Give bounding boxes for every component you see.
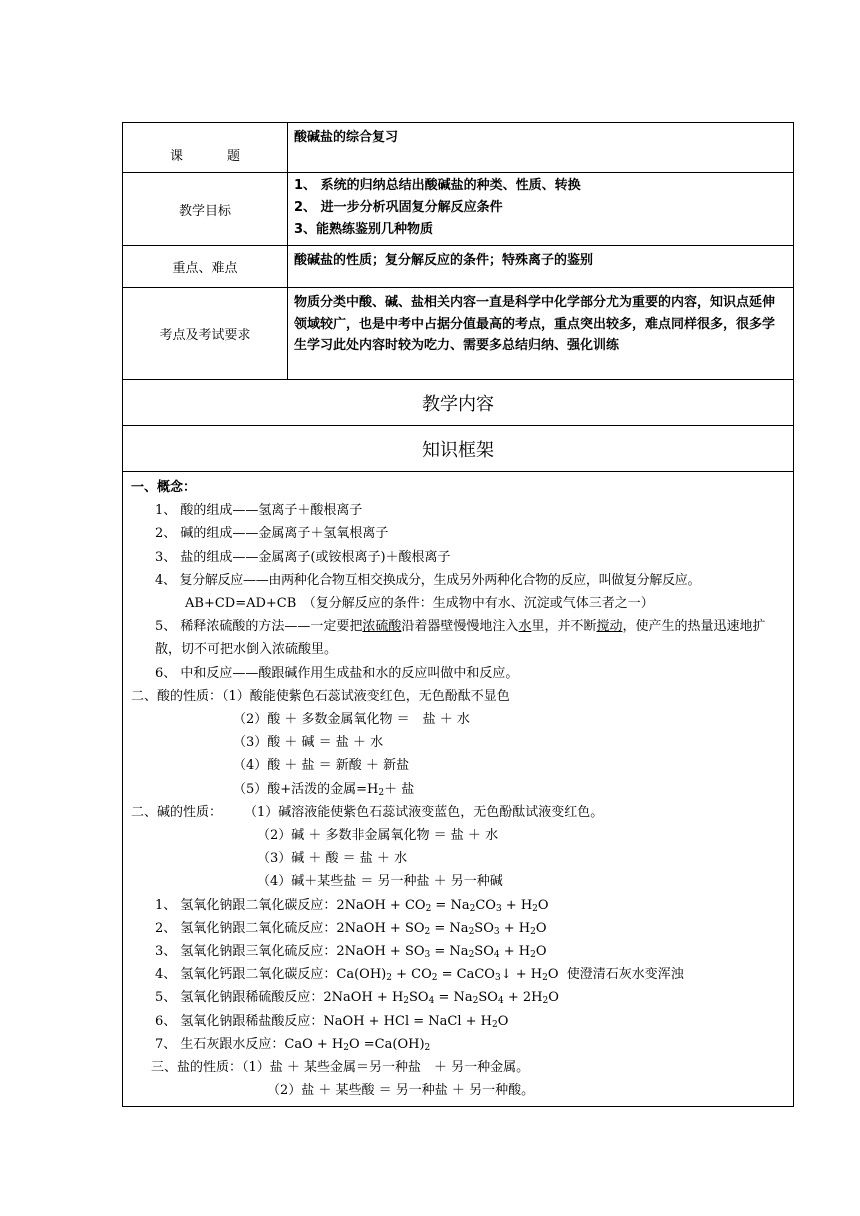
concept-item-formula: AB+CD=AD+CB （复分解反应的条件：生成物中有水、沉淀或气体三者之一） xyxy=(185,596,654,612)
acid-property: （3）酸 ＋ 碱 ＝ 盐 ＋ 水 xyxy=(233,735,384,751)
reaction-equation: 2NaOH + $CO_2 = Na_2CO_3 + H_2O$ xyxy=(336,897,549,914)
reaction-equation: 2NaOH + $H_2SO_4 = Na_2SO_4 + 2H_2O$ xyxy=(323,990,559,1007)
concept-item: 3、 盐的组成——金属离子(或铵根离子)＋酸根离子 xyxy=(155,549,451,565)
acid-properties-title: 二、酸的性质： xyxy=(131,688,223,704)
concept-item: 4、 复分解反应——由两种化合物互相交换成分，生成另外两种化合物的反应，叫做复分解反应。 xyxy=(155,572,701,588)
body-row xyxy=(123,472,794,1107)
key-label: 重点、难点 xyxy=(123,246,288,288)
reaction-equation: NaOH + HCl = NaCl + H xyxy=(323,1013,493,1029)
subject-label-char-2: 题 xyxy=(227,149,241,164)
key-value: 酸碱盐的性质；复分解反应的条件；特殊离子的鉴别 xyxy=(288,246,794,288)
dilution-text: 沿着器壁慢慢地注入 xyxy=(401,619,519,635)
salt-property: （1）盐 ＋ 某些金属＝另一种盐 ＋ 另一种金属。 xyxy=(242,1060,530,1076)
acid-property-text: ＋ 盐 xyxy=(384,781,415,797)
dilution-underline-acid: 浓硫酸 xyxy=(362,619,402,635)
subscript: 2 xyxy=(378,787,385,798)
acid-property: （2）酸 ＋ 多数金属氧化物 ＝ 盐 ＋ 水 xyxy=(233,712,470,728)
knowledge-content xyxy=(123,472,794,1107)
reaction-label: 4、 氢氧化钙跟二氧化碳反应： xyxy=(155,967,337,983)
concept-item: 6、 中和反应——酸跟碱作用生成盐和水的反应叫做中和反应。 xyxy=(155,665,519,681)
concept-item: 1、 酸的组成——氢离子＋酸根离子 xyxy=(155,503,363,519)
teaching-content-header: 教学内容 xyxy=(123,380,794,426)
concepts-title: 一、概念： xyxy=(131,480,197,495)
dilution-underline-water: 水 xyxy=(518,619,532,635)
goal-item: 2、 进一步分析巩固复分解反应条件 xyxy=(294,200,503,215)
reaction-equation: 2NaOH + $SO_2 = Na_2SO_3 + H_2O$ xyxy=(336,920,547,937)
reaction-label: 1、 氢氧化钠跟二氧化碳反应： xyxy=(155,897,337,913)
salt-property: （2）盐 ＋ 某些酸 ＝ 另一种盐 ＋ 另一种酸。 xyxy=(267,1083,535,1099)
base-properties-title: 二、碱的性质： xyxy=(131,804,223,820)
reaction-item xyxy=(131,986,787,1009)
salt-properties-row-1 xyxy=(131,1056,787,1079)
exam-label: 考点及考试要求 xyxy=(123,288,288,380)
subject-label-char-1: 课 xyxy=(169,149,183,164)
base-property: （2）碱 ＋ 多数非金属氧化物 ＝ 盐 ＋ 水 xyxy=(257,828,499,844)
goal-item: 1、 系统的归纳总结出酸碱盐的种类、性质、转换 xyxy=(294,178,581,193)
reaction-label: 2、 氢氧化钠跟二氧化硫反应： xyxy=(155,920,337,936)
reaction-label: 7、 生石灰跟水反应： xyxy=(155,1036,285,1052)
subject-value: 酸碱盐的综合复习 xyxy=(288,123,794,173)
exam-value: 物质分类中酸、碱、盐相关内容一直是科学中化学部分尤为重要的内容，知识点延伸领域较广，也是中考中占据分值最高的考点，重点突出较多，难点同样很多，很多学生学习此处内容时较为吃力、需要多总结归纳、强化训练 xyxy=(288,288,794,380)
salt-properties-title: 三、盐的性质： xyxy=(151,1060,243,1076)
reaction-item: 6、 氢氧化钠跟稀盐酸反应：NaOH + HCl = NaCl + $H_2O$ xyxy=(155,1013,509,1030)
goals-row xyxy=(123,173,794,246)
acid-properties-row-1 xyxy=(131,685,787,708)
key-row xyxy=(123,246,794,288)
dilution-text: ，使产生的热量迅速地扩散，切不可把水倒入浓硫酸里。 xyxy=(155,619,766,658)
acid-property: （1）酸能使紫色石蕊试液变红色，无色酚酞不显色 xyxy=(222,688,510,704)
concept-item: 2、 碱的组成——金属离子＋氢氧根离子 xyxy=(155,526,389,542)
reaction-note: 使澄清石灰水变浑浊 xyxy=(566,967,684,983)
reaction-item: 7、 生石灰跟水反应：CaO + $H_2O =Ca(OH)_2$ xyxy=(155,1036,431,1053)
knowledge-framework-header: 知识框架 xyxy=(123,426,794,472)
base-property: （4）碱＋某些盐 ＝ 另一种盐 ＋ 另一种碱 xyxy=(257,874,503,890)
exam-row xyxy=(123,288,794,380)
subject-label xyxy=(123,123,288,173)
framework-header-row xyxy=(123,426,794,472)
concept-item-dilution xyxy=(131,615,787,661)
reaction-item xyxy=(131,963,787,986)
base-property: （3）碱 ＋ 酸 ＝ 盐 ＋ 水 xyxy=(257,851,408,867)
acid-property: （4）酸 ＋ 盐 ＝ 新酸 ＋ 新盐 xyxy=(233,758,410,774)
reaction-item xyxy=(131,894,787,917)
base-property: （1）碱溶液能使紫色石蕊试液变蓝色，无色酚酞试液变红色。 xyxy=(244,804,604,820)
reaction-label: 5、 氢氧化钠跟稀硫酸反应： xyxy=(155,990,324,1006)
goals-list xyxy=(288,173,794,246)
content-header-row xyxy=(123,380,794,426)
lesson-plan-table xyxy=(122,122,794,1107)
base-properties-row-1 xyxy=(131,801,787,824)
subject-row xyxy=(123,123,794,173)
dilution-text: 里，并不断 xyxy=(531,619,597,635)
reaction-item xyxy=(131,917,787,940)
dilution-text: 5、 稀释浓硫酸的方法——一定要把 xyxy=(155,619,363,635)
reaction-equation: 2NaOH + $SO_3 = Na_2SO_4 + H_2O$ xyxy=(336,944,547,961)
reaction-label: 3、 氢氧化钠跟三氧化硫反应： xyxy=(155,944,337,960)
goals-label: 教学目标 xyxy=(123,173,288,246)
acid-property-5 xyxy=(131,778,787,801)
reaction-equation: CaO + H xyxy=(284,1036,344,1052)
reaction-item xyxy=(131,940,787,963)
acid-property-text: （5）酸+活泼的金属=H xyxy=(233,781,379,797)
reaction-equation: $Ca(OH)_2 + CO_2$ = CaCO$_3$↓ + $H_2O$ xyxy=(336,967,559,984)
reaction-label: 6、 氢氧化钠跟稀盐酸反应： xyxy=(155,1013,324,1029)
dilution-underline-stir: 搅动 xyxy=(596,619,623,635)
goal-item: 3、能熟练鉴别几种物质 xyxy=(294,222,434,237)
